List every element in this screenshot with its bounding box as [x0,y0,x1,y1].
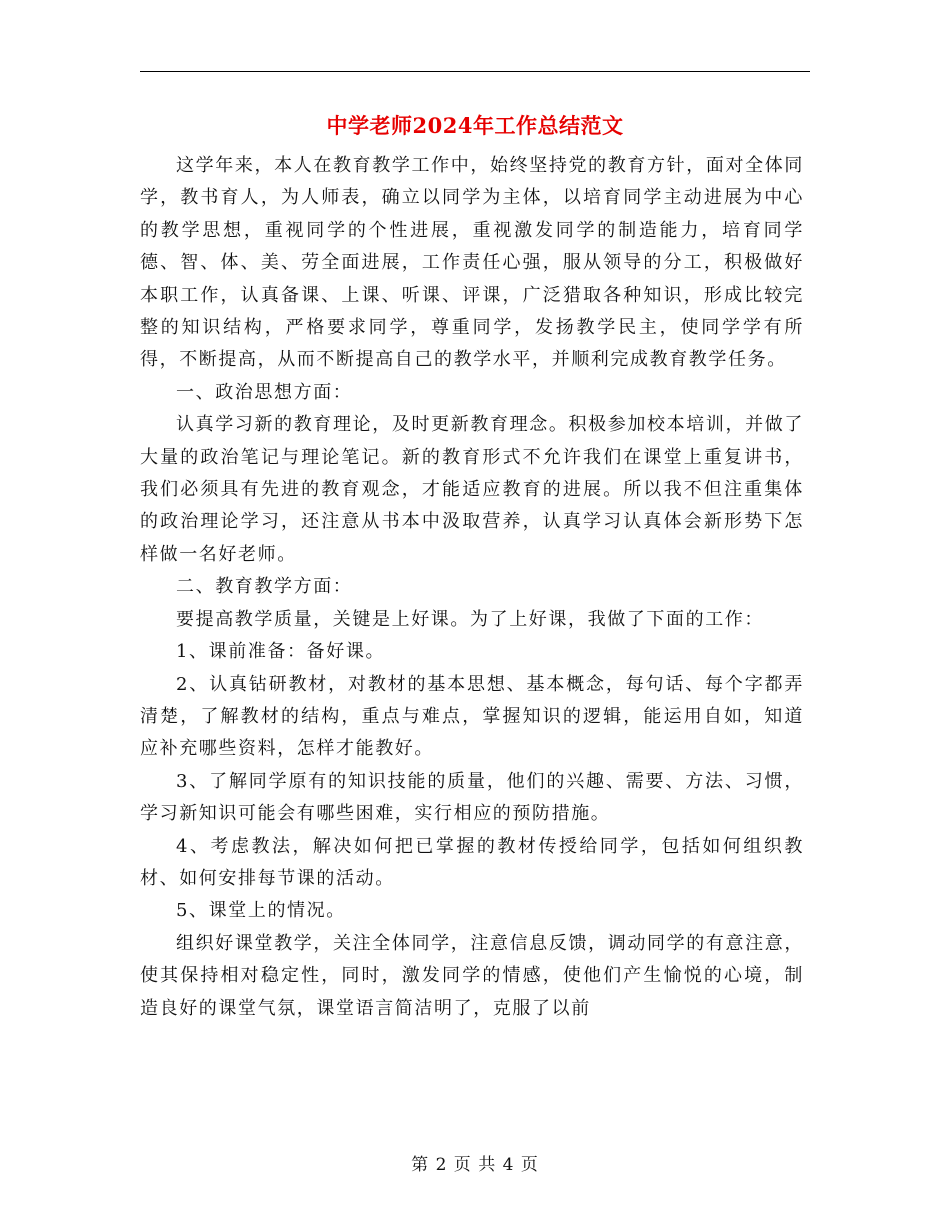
list-item-4: 4、考虑教法，解决如何把已掌握的教材传授给同学，包括如何组织教材、如何安排每节课的活动。 [140,835,804,889]
paragraph-teaching-intro: 要提高教学质量，关键是上好课。为了上好课，我做了下面的工作： [176,608,764,630]
page-number: 第 2 页 共 4 页 [411,1155,539,1175]
document-title: 中学老师2024年工作总结范文 [326,113,624,138]
list-item-5: 5、课堂上的情况。 [176,900,346,922]
paragraph-intro: 这学年来，本人在教育教学工作中，始终坚持党的教育方针，面对全体同学，教书育人，为人师表，确立以同学为主体，以培育同学主动进展为中心的教学思想，重视同学的个性进展，重视激发同学的制造能力，培育同学德、智、体、美、劳全面进展，工作责任心强，服从领导的分工，积极做好本职工作，认真备课、上课、听课、评课，广泛猎取各种知识，形成比较完整的知识结构，严格要求同学，尊重同学，发扬教学民主，使同学学有所得，不断提高，从而不断提高自己的教学水平，并顺利完成教育教学任务。 [140,155,804,371]
header-rule [140,71,810,72]
list-item-3: 3、了解同学原有的知识技能的质量，他们的兴趣、需要、方法、习惯，学习新知识可能会有哪些困难，实行相应的预防措施。 [140,770,804,825]
list-item-2: 2、认真钻研教材，对教材的基本思想、基本概念，每句话、每个字都弄清楚，了解教材的结构，重点与难点，掌握知识的逻辑，能运用自如，知道应补充哪些资料，怎样才能教好。 [140,673,804,760]
document-body [140,150,804,1025]
list-item-1: 1、课前准备：备好课。 [176,641,386,663]
paragraph-political: 认真学习新的教育理论，及时更新教育理念。积极参加校本培训，并做了大量的政治笔记与理论笔记。新的教育形式不允许我们在课堂上重复讲书，我们必须具有先进的教育观念，才能适应教育的进展。所以我不但注重集体的政治理论学习，还注意从书本中汲取营养，认真学习认真体会新形势下怎样做一名好老师。 [140,414,804,565]
paragraph-classroom: 组织好课堂教学，关注全体同学，注意信息反馈，调动同学的有意注意，使其保持相对稳定性，同时，激发同学的情感，使他们产生愉悦的心境，制造良好的课堂气氛，课堂语言简洁明了，克服了以前 [140,932,804,1019]
section-heading-political: 一、政治思想方面： [176,381,353,403]
section-heading-teaching: 二、教育教学方面： [176,576,353,598]
